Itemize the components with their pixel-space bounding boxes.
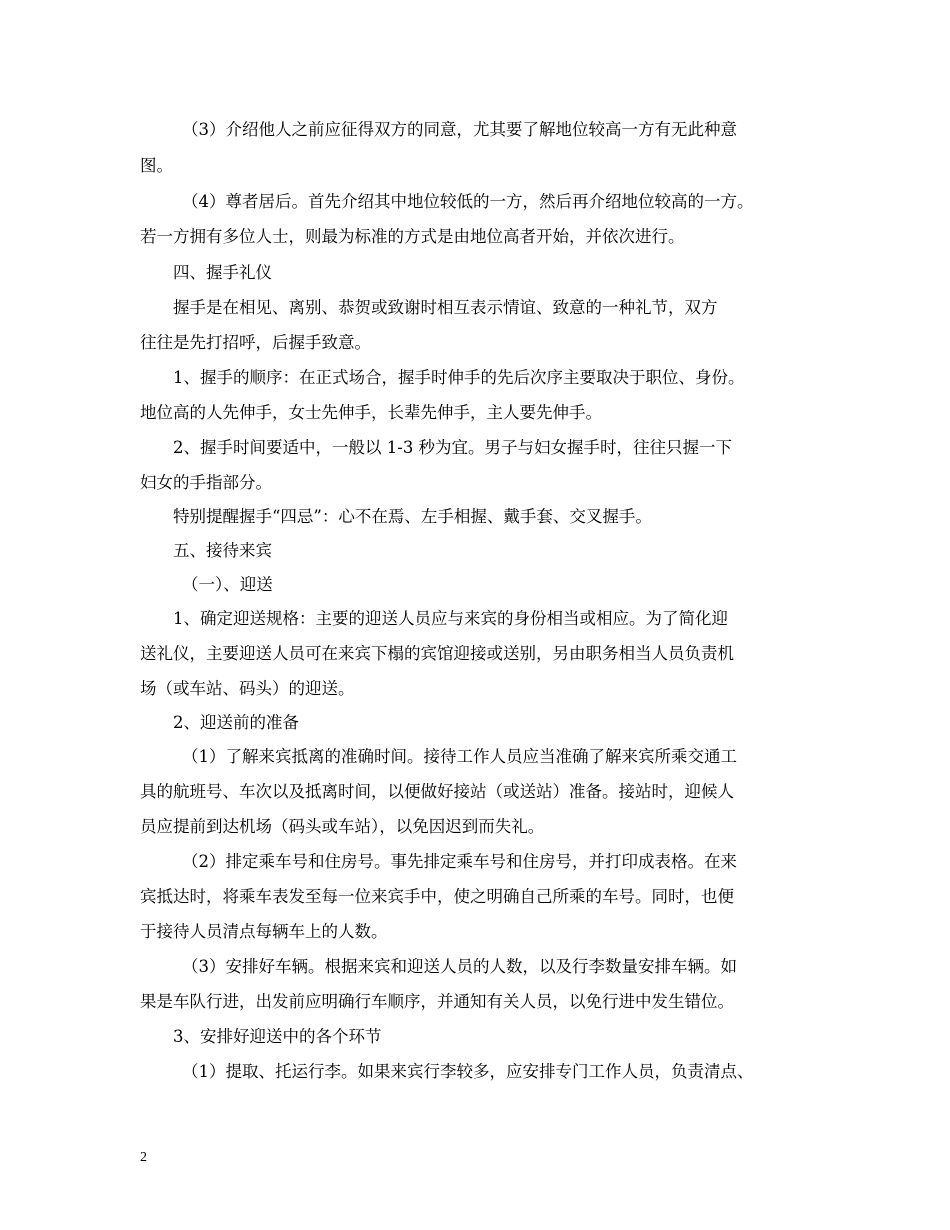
text-line: 3、安排好迎送中的各个环节 [173, 1027, 382, 1046]
section-heading: 四、握手礼仪 [173, 263, 272, 282]
text-line: 往往是先打招呼，后握手致意。 [140, 333, 371, 352]
text-line: 特别提醒握手“四忌”：心不在焉、左手相握、戴手套、交叉握手。 [173, 507, 652, 526]
section-heading: 五、接待来宾 [173, 541, 272, 560]
text-line: 1、确定迎送规格：主要的迎送人员应与来宾的身份相当或相应。为了简化迎 [173, 609, 728, 628]
text-line: 于接待人员清点每辆车上的人数。 [140, 922, 388, 941]
text-line: （3）安排好车辆。根据来宾和迎送人员的人数，以及行李数量安排车辆。如 [182, 957, 737, 976]
text-line: 宾抵达时，将乘车表发至每一位来宾手中，使之明确自己所乘的车号。同时，也便 [140, 887, 734, 906]
text-line: 图。 [140, 156, 173, 175]
text-line: （1）了解来宾抵离的准确时间。接待工作人员应当准确了解来宾所乘交通工 [182, 747, 737, 766]
text-line: （3）介绍他人之前应征得双方的同意，尤其要了解地位较高一方有无此种意 [182, 120, 737, 139]
text-line: 地位高的人先伸手，女士先伸手，长辈先伸手，主人要先伸手。 [140, 403, 602, 422]
page-number: 2 [140, 1150, 147, 1165]
text-line: 2、握手时间要适中，一般以 1-3 秒为宜。男子与妇女握手时，往往只握一下 [173, 438, 733, 457]
text-line: 2、迎送前的准备 [173, 713, 299, 732]
text-line: （2）排定乘车号和住房号。事先排定乘车号和住房号，并打印成表格。在来 [182, 852, 737, 871]
subsection-heading: （一）、迎送 [182, 575, 273, 594]
text-line: 1、握手的顺序：在正式场合，握手时伸手的先后次序主要取决于职位、身份。 [173, 368, 745, 387]
text-line: （1）提取、托运行李。如果来宾行李较多，应安排专门工作人员，负责清点、 [182, 1062, 754, 1081]
text-line: 妇女的手指部分。 [140, 473, 272, 492]
text-line: 送礼仪，主要迎送人员可在来宾下榻的宾馆迎接或送别，另由职务相当人员负责机 [140, 644, 734, 663]
text-line: 员应提前到达机场（码头或车站），以免因迟到而失礼。 [140, 817, 545, 836]
text-line: （4）尊者居后。首先介绍其中地位较低的一方，然后再介绍地位较高的一方。 [182, 192, 754, 211]
text-line: 场（或车站、码头）的迎送。 [140, 679, 355, 698]
text-line: 若一方拥有多位人士，则最为标准的方式是由地位高者开始，并依次进行。 [140, 227, 685, 246]
text-line: 握手是在相见、离别、恭贺或致谢时相互表示情谊、致意的一种礼节，双方 [173, 298, 718, 317]
text-line: 果是车队行进，出发前应明确行车顺序，并通知有关人员，以免行进中发生错位。 [140, 992, 734, 1011]
text-line: 具的航班号、车次以及抵离时间，以便做好接站（或送站）准备。接站时，迎候人 [140, 782, 734, 801]
